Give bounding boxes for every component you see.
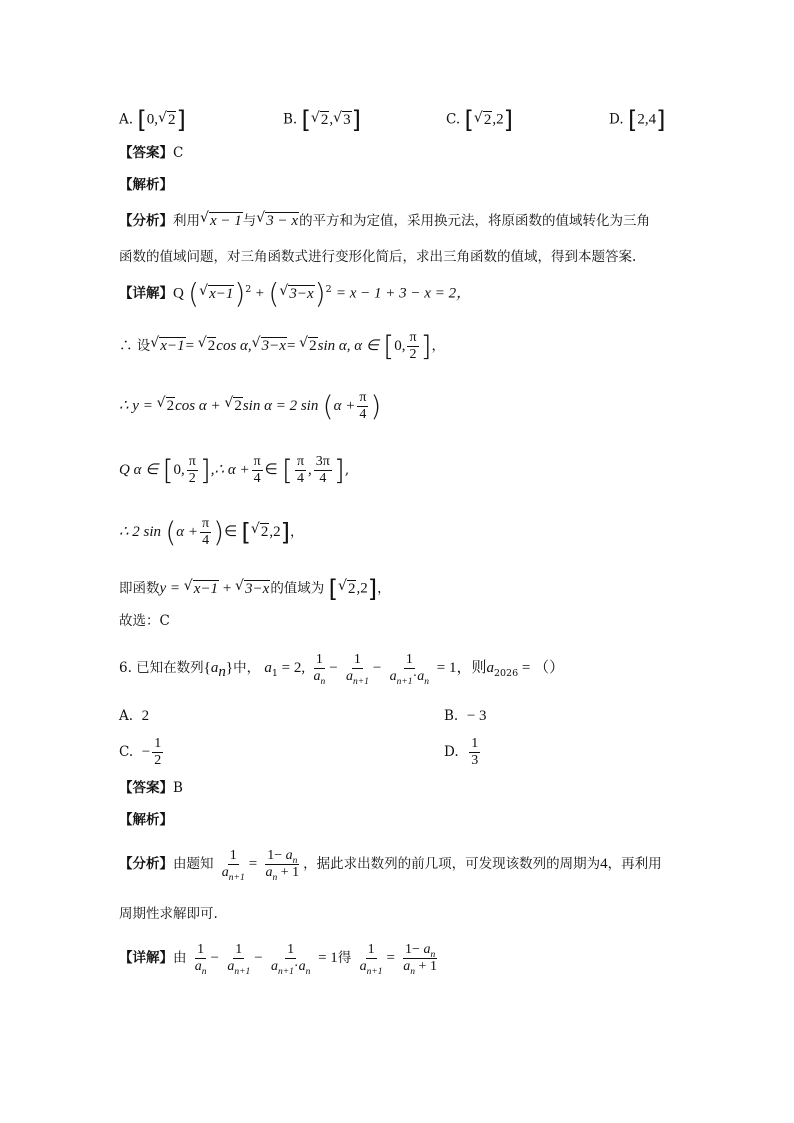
q5-fenxi-line1: 【分析】利用√ x − 1与√ 3 − x的平方和为定值，采用换元法，将原函数的值域转化为三角 [119, 212, 650, 231]
q5-choice: 故选：C [119, 613, 170, 629]
q5-xiangjie-line5: ∴ 2 sin (α + $\frac{\pi}{4}$ )∈ [√ 2,2]， [119, 516, 303, 549]
q5-option-d: D. [2,4] [609, 106, 666, 134]
q6-analysis-heading: 【解析】 [119, 812, 173, 828]
q6-xiangjie-line1: 【详解】由 $\frac{1}{a_n}$ − $\frac{1}{a_{n+1}}$ − $\frac{1}{a_{n+1}\cdot a_n}$ = 1得 $\frac{1}{a_{n+1}}$ = $\frac{1- a_n}{a_n + 1}$ [119, 942, 437, 977]
q6-fenxi-line2: 周期性求解即可. [119, 906, 218, 922]
q5-xiangjie-line1: 【详解】Q (√ x−1)$^2$ + (√ 3−x)$^2$ = x − 1 + 3 − x = 2， [119, 283, 471, 305]
q6-fenxi-line1: 【分析】由题知 $\frac{1}{a_{n+1}}$ = $\frac{1- a_n}{a_n + 1}$ ，据此求出数列的前几项，可发现该数列的周期为4，再利用 [119, 848, 662, 883]
q5-xiangjie-line2: ∴ 设√ x−1= √ 2cos α,√ 3−x= √ 2sin α, α ∈ [0, $\frac{\pi}{2}$ ]， [119, 330, 445, 363]
q5-answer: 【答案】C [119, 145, 184, 161]
q6-option-b: B. − 3 [444, 708, 487, 724]
q6-option-d: D. $\frac{1}{3}$ [444, 736, 479, 769]
q5-xiangjie-line3: ∴ y = √ 2cos α + √ 2sin α = 2 sin (α + $\frac{\pi}{4}$ ) [119, 390, 381, 423]
q6-stem: 6. 已知在数列$\{a_n\}$中， $a_1 = 2$, $\frac{1}{a_n}$ − $\frac{1}{a_{n+1}}$ − $\frac{1}{a_{n+1}\cdot a_n}$ = 1，则$a_{2026}$ = （） [119, 652, 565, 687]
q5-analysis-heading: 【解析】 [119, 177, 173, 193]
q5-fenxi-line2: 函数的值域问题，对三角函数式进行变形化简后，求出三角函数的值域，得到本题答案. [119, 249, 637, 265]
q5-option-a: A. [0,√ 2] [119, 106, 186, 134]
q5-xiangjie-line6: 即函数y = √ x−1 + √ 3−x的值域为 [√ 2,2]， [119, 574, 391, 604]
q6-answer: 【答案】B [119, 780, 183, 796]
q5-option-b: B. [√ 2,√ 3] [283, 106, 361, 134]
q6-option-c: C. − $\frac{1}{2}$ [119, 736, 162, 769]
q5-option-c: C. [√ 2,2] [446, 106, 513, 134]
q5-xiangjie-line4: Q α ∈ [0, $\frac{\pi}{2}$ ],∴ α + $\frac{\pi}{4}$ ∈ [ $\frac{\pi}{4}$ , $\frac{3\pi}{4}$ ], [119, 453, 350, 487]
q6-option-a: A. 2 [119, 708, 150, 724]
